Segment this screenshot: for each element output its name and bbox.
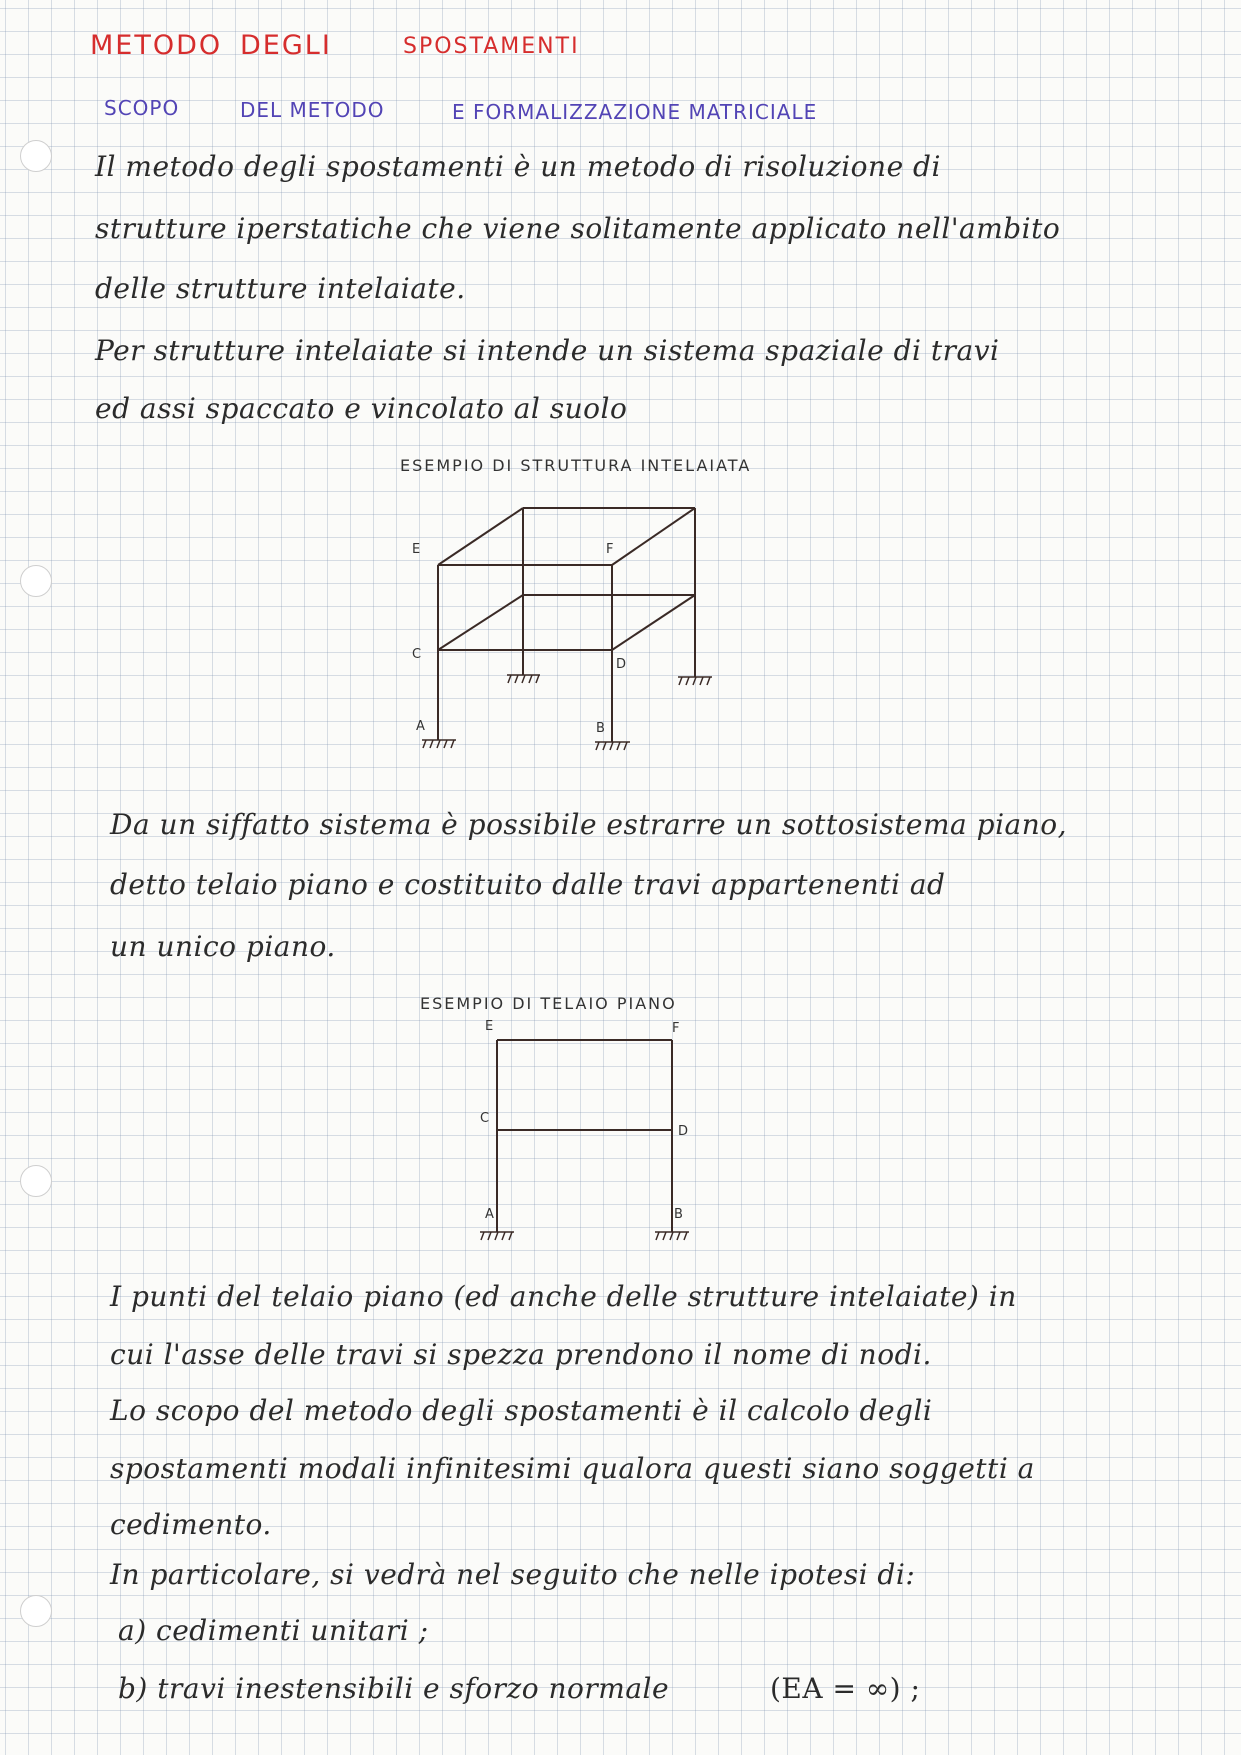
node-label-E: E (412, 542, 421, 557)
node-label-C: C (412, 647, 422, 662)
figure-2d-caption: ESEMPIO DI TELAIO PIANO (420, 994, 677, 1013)
nodes-line-2: cui l'asse delle travi si spezza prendono il nome di nodi. (110, 1338, 932, 1371)
node-label-D: D (678, 1124, 689, 1139)
node-label-D: D (616, 657, 627, 672)
node-label-F: F (672, 1021, 680, 1036)
title-word-2: DEGLI (240, 30, 332, 61)
intro-line-3: delle strutture intelaiate. (95, 272, 466, 305)
figure-3d-caption: ESEMPIO DI STRUTTURA INTELAIATA (400, 456, 752, 475)
nodes-line-3: Lo scopo del metodo degli spostamenti è il calcolo degli (110, 1394, 933, 1427)
node-label-E: E (485, 1019, 494, 1034)
node-label-A: A (416, 719, 425, 734)
nodes-line-5: cedimento. (110, 1508, 272, 1541)
frame-3d-diagram (390, 490, 750, 770)
subtitle-word-3: E FORMALIZZAZIONE MATRICIALE (452, 100, 818, 124)
binder-hole (20, 140, 52, 172)
title-word-3: SPOSTAMENTI (403, 34, 580, 59)
node-label-C: C (480, 1111, 490, 1126)
hypothesis-b: b) travi inestensibili e sforzo normale (118, 1672, 670, 1705)
node-label-F: F (606, 542, 614, 557)
nodes-line-1: I punti del telaio piano (ed anche delle strutture intelaiate) in (110, 1280, 1017, 1313)
node-label-B: B (596, 721, 605, 736)
plane-frame-line-2: detto telaio piano e costituito dalle travi appartenenti ad (110, 868, 946, 901)
node-label-B: B (674, 1207, 683, 1222)
hypothesis-b-formula: (EA = ∞) ; (770, 1672, 921, 1705)
intro-line-4: Per strutture intelaiate si intende un sistema spaziale di travi (95, 334, 1000, 367)
binder-hole (20, 1165, 52, 1197)
subtitle-word-2: DEL METODO (240, 98, 385, 122)
binder-hole (20, 565, 52, 597)
hypothesis-a: a) cedimenti unitari ; (118, 1614, 429, 1647)
binder-hole (20, 1595, 52, 1627)
intro-line-2: strutture iperstatiche che viene solitamente applicato nell'ambito (95, 212, 1061, 245)
title-word-1: METODO (90, 30, 223, 61)
nodes-line-6: In particolare, si vedrà nel seguito che nelle ipotesi di: (110, 1558, 916, 1591)
plane-frame-line-1: Da un siffatto sistema è possibile estrarre un sottosistema piano, (110, 808, 1068, 841)
nodes-line-4: spostamenti modali infinitesimi qualora questi siano soggetti a (110, 1452, 1035, 1485)
intro-line-5: ed assi spaccato e vincolato al suolo (95, 392, 628, 425)
node-label-A: A (485, 1207, 494, 1222)
plane-frame-line-3: un unico piano. (110, 930, 336, 963)
subtitle-word-1: SCOPO (104, 96, 180, 120)
intro-line-1: Il metodo degli spostamenti è un metodo di risoluzione di (95, 150, 941, 183)
plane-frame-diagram (440, 1010, 740, 1255)
